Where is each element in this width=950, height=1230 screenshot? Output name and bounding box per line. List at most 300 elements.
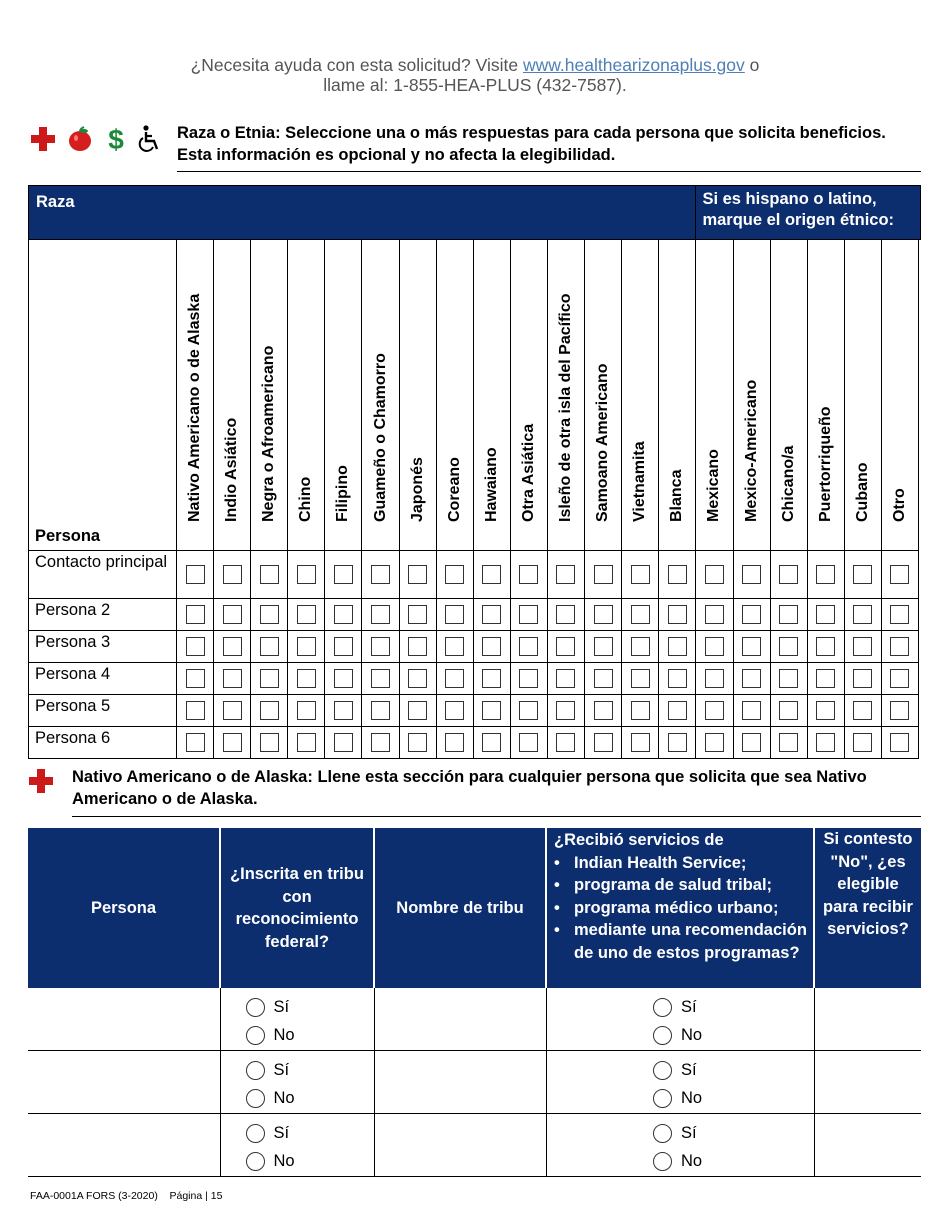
checkbox[interactable] (260, 637, 279, 656)
radio-circle[interactable] (246, 1124, 265, 1143)
page-footer: FAA-0001A FORS (3-2020) Página | 15 (30, 1190, 223, 1202)
checkbox-cell (510, 695, 547, 727)
checkbox[interactable] (890, 733, 909, 752)
checkbox[interactable] (594, 605, 613, 624)
checkbox[interactable] (297, 565, 316, 584)
column-label: Indio Asiático (223, 417, 241, 522)
checkbox-cell (214, 695, 251, 727)
checkbox[interactable] (742, 637, 761, 656)
radio-circle[interactable] (653, 1061, 672, 1080)
row-label: Contacto principal (29, 551, 177, 599)
checkbox[interactable] (186, 605, 205, 624)
checkbox[interactable] (334, 669, 353, 688)
tribe-name-input[interactable] (374, 1114, 546, 1177)
checkbox-cell (288, 695, 325, 727)
checkbox[interactable] (594, 669, 613, 688)
radio-label: No (273, 1151, 295, 1170)
checkbox[interactable] (853, 605, 872, 624)
radio-label: Sí (273, 997, 290, 1016)
checkbox[interactable] (297, 733, 316, 752)
checkbox[interactable] (297, 669, 316, 688)
radio-label: Sí (681, 1060, 697, 1079)
checkbox-cell (696, 599, 733, 631)
checkbox[interactable] (260, 605, 279, 624)
checkbox[interactable] (223, 733, 242, 752)
column-label: Cubano (853, 462, 871, 522)
checkbox[interactable] (482, 701, 501, 720)
col-tribe-enrolled: ¿Inscrita en tribu con reconocimiento federal? (220, 828, 374, 988)
checkbox-cell (214, 663, 251, 695)
checkbox[interactable] (705, 637, 724, 656)
checkbox-cell (807, 551, 844, 599)
checkbox[interactable] (519, 565, 538, 584)
radio-circle[interactable] (246, 998, 265, 1017)
checkbox-cell (881, 599, 918, 631)
col-persona: Persona (28, 828, 220, 988)
checkbox-cell (473, 663, 510, 695)
radio-yes[interactable] (246, 1056, 373, 1084)
services-list-item: • programa de salud tribal; (554, 874, 812, 897)
checkbox[interactable] (742, 733, 761, 752)
services-list-item: • mediante una recomendación de uno de estos programas? (554, 919, 812, 964)
tribe-name-input[interactable] (374, 1051, 546, 1114)
radio-circle[interactable] (246, 1089, 265, 1108)
checkbox[interactable] (260, 701, 279, 720)
checkbox-cell (844, 695, 881, 727)
checkbox-cell (733, 631, 770, 663)
services-list-item: • programa médico urbano; (554, 897, 812, 920)
checkbox-cell (547, 695, 584, 727)
checkbox[interactable] (816, 565, 835, 584)
checkbox[interactable] (816, 701, 835, 720)
checkbox[interactable] (408, 565, 427, 584)
eligible-input[interactable] (814, 1051, 921, 1114)
checkbox[interactable] (556, 565, 575, 584)
checkbox-cell (251, 695, 288, 727)
checkbox[interactable] (408, 637, 427, 656)
checkbox[interactable] (668, 669, 687, 688)
checkbox[interactable] (223, 565, 242, 584)
checkbox[interactable] (223, 669, 242, 688)
col-tribe-name: Nombre de tribu (374, 828, 546, 988)
radio-yes[interactable] (653, 993, 707, 1021)
checkbox[interactable] (186, 701, 205, 720)
checkbox[interactable] (297, 637, 316, 656)
checkbox-cell (177, 631, 214, 663)
radio-no[interactable] (246, 1147, 373, 1175)
checkbox[interactable] (594, 565, 613, 584)
checkbox[interactable] (594, 733, 613, 752)
race-column-header (510, 240, 547, 551)
table-row (29, 663, 921, 695)
radio-circle[interactable] (246, 1061, 265, 1080)
checkbox-cell (362, 695, 399, 727)
svg-text:$: $ (108, 125, 124, 153)
checkbox-cell (881, 663, 918, 695)
race-column-header (622, 240, 659, 551)
radio-label: No (273, 1025, 295, 1044)
race-column-header (733, 240, 770, 551)
table-row (28, 988, 921, 1051)
checkbox[interactable] (742, 565, 761, 584)
checkbox[interactable] (816, 605, 835, 624)
column-label: Hawaiano (482, 447, 500, 522)
checkbox[interactable] (519, 605, 538, 624)
checkbox-cell (214, 599, 251, 631)
checkbox[interactable] (297, 605, 316, 624)
services-list-item: • Indian Health Service; (554, 852, 812, 875)
checkbox[interactable] (482, 669, 501, 688)
race-column-header (399, 240, 436, 551)
checkbox[interactable] (779, 669, 798, 688)
radio-no[interactable] (653, 1021, 707, 1049)
checkbox[interactable] (853, 565, 872, 584)
tribe-name-input[interactable] (374, 988, 546, 1051)
checkbox[interactable] (816, 637, 835, 656)
checkbox-cell (436, 727, 473, 759)
checkbox[interactable] (371, 637, 390, 656)
checkbox[interactable] (668, 637, 687, 656)
checkbox[interactable] (742, 605, 761, 624)
checkbox-cell (399, 727, 436, 759)
checkbox[interactable] (816, 733, 835, 752)
checkbox-cell (362, 551, 399, 599)
radio-no[interactable] (246, 1084, 373, 1112)
checkbox[interactable] (631, 701, 650, 720)
checkbox-cell (214, 631, 251, 663)
checkbox-cell (399, 663, 436, 695)
checkbox-cell (251, 551, 288, 599)
checkbox[interactable] (705, 669, 724, 688)
race-column-header (362, 240, 399, 551)
checkbox[interactable] (853, 637, 872, 656)
race-column-header (325, 240, 362, 551)
checkbox-cell (325, 695, 362, 727)
checkbox[interactable] (223, 701, 242, 720)
checkbox-cell (510, 599, 547, 631)
checkbox[interactable] (742, 669, 761, 688)
website-link[interactable]: www.healthearizonaplus.gov (522, 55, 745, 75)
checkbox[interactable] (186, 565, 205, 584)
race-column-header (288, 240, 325, 551)
col-services: ¿Recibió servicios de • Indian Health Service; • programa de salud tribal; • programa médico urbano; • mediante una recomendación de uno de estos programas? (546, 828, 814, 988)
race-column-header (844, 240, 881, 551)
checkbox-cell (807, 695, 844, 727)
checkbox-cell (585, 727, 622, 759)
checkbox[interactable] (445, 637, 464, 656)
checkbox-cell (177, 599, 214, 631)
checkbox-cell (696, 631, 733, 663)
checkbox[interactable] (890, 637, 909, 656)
checkbox-cell (251, 727, 288, 759)
checkbox-cell (399, 551, 436, 599)
checkbox[interactable] (556, 605, 575, 624)
checkbox[interactable] (631, 565, 650, 584)
checkbox-cell (696, 551, 733, 599)
checkbox[interactable] (445, 733, 464, 752)
checkbox[interactable] (260, 669, 279, 688)
radio-no[interactable] (653, 1147, 707, 1175)
checkbox-cell (510, 663, 547, 695)
race-section-heading: Raza o Etnia: Seleccione una o más respuestas para cada persona que solicita beneficios. Esta información es opcional y no afecta la elegibilidad. (177, 122, 921, 172)
checkbox[interactable] (556, 701, 575, 720)
tribe-enrolled-radios (220, 988, 374, 1051)
services-radios (546, 988, 814, 1051)
checkbox[interactable] (482, 637, 501, 656)
checkbox-cell (177, 663, 214, 695)
checkbox[interactable] (445, 565, 464, 584)
persona-input[interactable] (28, 1114, 220, 1177)
race-column-header (807, 240, 844, 551)
checkbox-cell (251, 599, 288, 631)
checkbox[interactable] (408, 733, 427, 752)
checkbox-cell (881, 727, 918, 759)
services-radios (546, 1051, 814, 1114)
checkbox[interactable] (186, 637, 205, 656)
checkbox-cell (547, 663, 584, 695)
checkbox-cell (807, 663, 844, 695)
checkbox[interactable] (334, 605, 353, 624)
checkbox[interactable] (297, 701, 316, 720)
checkbox[interactable] (668, 701, 687, 720)
column-label: Japonés (408, 457, 426, 522)
column-label: Nativo Americano o de Alaska (186, 293, 204, 522)
checkbox-cell (622, 631, 659, 663)
checkbox-cell (585, 631, 622, 663)
column-label: Otra Asiática (519, 423, 537, 522)
checkbox[interactable] (482, 733, 501, 752)
checkbox-cell (473, 727, 510, 759)
checkbox[interactable] (668, 605, 687, 624)
checkbox-cell (622, 663, 659, 695)
checkbox-cell (288, 631, 325, 663)
checkbox[interactable] (631, 605, 650, 624)
eligible-input[interactable] (814, 988, 921, 1051)
eligible-input[interactable] (814, 1114, 921, 1177)
checkbox[interactable] (334, 701, 353, 720)
checkbox-cell (585, 599, 622, 631)
checkbox[interactable] (408, 701, 427, 720)
checkbox[interactable] (742, 701, 761, 720)
column-label: Mexicano (705, 449, 723, 522)
checkbox-cell (288, 663, 325, 695)
checkbox[interactable] (853, 701, 872, 720)
checkbox[interactable] (705, 605, 724, 624)
row-label: Persona 4 (29, 663, 177, 695)
checkbox[interactable] (186, 669, 205, 688)
column-label: Negra o Afroamericano (260, 345, 278, 522)
checkbox[interactable] (445, 701, 464, 720)
race-column-header (436, 240, 473, 551)
checkbox[interactable] (594, 637, 613, 656)
red-cross-icon (30, 126, 56, 152)
checkbox-cell (844, 599, 881, 631)
checkbox-cell (436, 551, 473, 599)
help-text: ¿Necesita ayuda con esta solicitud? Visite www.healthearizonaplus.gov o llame al: 1-855-HEA-PLUS (432-7587). (190, 55, 760, 95)
checkbox[interactable] (556, 637, 575, 656)
checkbox[interactable] (705, 701, 724, 720)
checkbox-cell (844, 551, 881, 599)
checkbox[interactable] (371, 701, 390, 720)
checkbox-cell (733, 551, 770, 599)
checkbox[interactable] (705, 733, 724, 752)
column-label: Filipino (334, 465, 352, 522)
checkbox[interactable] (260, 565, 279, 584)
checkbox-cell (436, 631, 473, 663)
table-row (29, 695, 921, 727)
checkbox-cell (399, 599, 436, 631)
checkbox[interactable] (890, 669, 909, 688)
checkbox[interactable] (408, 605, 427, 624)
checkbox-cell (585, 695, 622, 727)
checkbox[interactable] (260, 733, 279, 752)
hispanic-origin-header: Si es hispano o latino, marque el origen étnico: (696, 186, 921, 240)
checkbox[interactable] (890, 565, 909, 584)
checkbox[interactable] (519, 669, 538, 688)
checkbox-cell (585, 551, 622, 599)
checkbox-cell (622, 695, 659, 727)
checkbox[interactable] (594, 701, 613, 720)
checkbox-cell (436, 599, 473, 631)
radio-circle[interactable] (246, 1026, 265, 1045)
checkbox-cell (696, 727, 733, 759)
checkbox-cell (288, 727, 325, 759)
checkbox[interactable] (779, 565, 798, 584)
checkbox-cell (251, 631, 288, 663)
checkbox-cell (362, 631, 399, 663)
checkbox[interactable] (890, 701, 909, 720)
checkbox[interactable] (445, 669, 464, 688)
wheelchair-icon (138, 125, 162, 153)
radio-circle[interactable] (653, 1026, 672, 1045)
checkbox-cell (881, 631, 918, 663)
checkbox-cell (547, 551, 584, 599)
checkbox-cell (177, 727, 214, 759)
checkbox-cell (547, 631, 584, 663)
checkbox[interactable] (223, 605, 242, 624)
checkbox[interactable] (890, 605, 909, 624)
checkbox-cell (770, 599, 807, 631)
checkbox-cell (696, 663, 733, 695)
native-american-table (28, 828, 921, 1177)
checkbox-cell (510, 551, 547, 599)
checkbox[interactable] (519, 733, 538, 752)
checkbox[interactable] (408, 669, 427, 688)
checkbox[interactable] (631, 637, 650, 656)
checkbox[interactable] (519, 701, 538, 720)
checkbox[interactable] (519, 637, 538, 656)
checkbox-cell (510, 727, 547, 759)
checkbox[interactable] (816, 669, 835, 688)
checkbox[interactable] (223, 637, 242, 656)
checkbox-cell (733, 727, 770, 759)
checkbox[interactable] (371, 605, 390, 624)
checkbox-cell (362, 727, 399, 759)
checkbox-cell (659, 551, 696, 599)
checkbox-cell (547, 599, 584, 631)
checkbox-cell (214, 727, 251, 759)
checkbox[interactable] (556, 669, 575, 688)
checkbox-cell (807, 727, 844, 759)
radio-yes[interactable] (246, 993, 373, 1021)
checkbox[interactable] (779, 701, 798, 720)
persona-input[interactable] (28, 1051, 220, 1114)
checkbox-cell (288, 599, 325, 631)
persona-input[interactable] (28, 988, 220, 1051)
checkbox[interactable] (445, 605, 464, 624)
checkbox[interactable] (334, 733, 353, 752)
checkbox-cell (473, 631, 510, 663)
checkbox-cell (622, 551, 659, 599)
column-label: Puertorriqueño (816, 406, 834, 522)
table-row (28, 1051, 921, 1114)
radio-yes[interactable] (246, 1119, 373, 1147)
radio-circle[interactable] (653, 998, 672, 1017)
native-section-heading: Nativo Americano o de Alaska: Llene esta sección para cualquier persona que solicita que sea Nativo Americano o de Alaska. (72, 766, 921, 817)
checkbox-cell (177, 695, 214, 727)
race-column-header (770, 240, 807, 551)
checkbox[interactable] (779, 733, 798, 752)
checkbox-cell (436, 663, 473, 695)
radio-circle[interactable] (653, 1124, 672, 1143)
checkbox[interactable] (371, 565, 390, 584)
col-eligible: Si contesto "No", ¿es elegible para recibir servicios? (814, 828, 921, 988)
checkbox[interactable] (668, 565, 687, 584)
checkbox-cell (325, 663, 362, 695)
checkbox[interactable] (371, 733, 390, 752)
radio-no[interactable] (246, 1021, 373, 1049)
checkbox[interactable] (779, 637, 798, 656)
checkbox[interactable] (705, 565, 724, 584)
checkbox-cell (807, 631, 844, 663)
table-row (29, 599, 921, 631)
checkbox[interactable] (556, 733, 575, 752)
checkbox[interactable] (631, 733, 650, 752)
red-cross-icon (28, 768, 54, 799)
checkbox-cell (251, 663, 288, 695)
radio-no[interactable] (653, 1084, 707, 1112)
checkbox[interactable] (186, 733, 205, 752)
checkbox[interactable] (668, 733, 687, 752)
checkbox[interactable] (482, 605, 501, 624)
checkbox-cell (659, 695, 696, 727)
checkbox-cell (622, 599, 659, 631)
checkbox[interactable] (631, 669, 650, 688)
checkbox[interactable] (779, 605, 798, 624)
checkbox-cell (288, 551, 325, 599)
table-row (28, 1114, 921, 1177)
checkbox[interactable] (334, 565, 353, 584)
radio-yes[interactable] (653, 1056, 707, 1084)
radio-circle[interactable] (653, 1152, 672, 1171)
checkbox[interactable] (482, 565, 501, 584)
row-label: Persona 3 (29, 631, 177, 663)
radio-circle[interactable] (246, 1152, 265, 1171)
race-column-header (214, 240, 251, 551)
checkbox-cell (807, 599, 844, 631)
checkbox-cell (659, 663, 696, 695)
table-row (29, 631, 921, 663)
radio-yes[interactable] (653, 1119, 707, 1147)
race-column-header (881, 240, 918, 551)
checkbox[interactable] (853, 733, 872, 752)
checkbox[interactable] (371, 669, 390, 688)
radio-label: Sí (681, 1123, 697, 1142)
checkbox[interactable] (853, 669, 872, 688)
radio-label: Sí (273, 1060, 290, 1079)
radio-circle[interactable] (653, 1089, 672, 1108)
checkbox[interactable] (334, 637, 353, 656)
